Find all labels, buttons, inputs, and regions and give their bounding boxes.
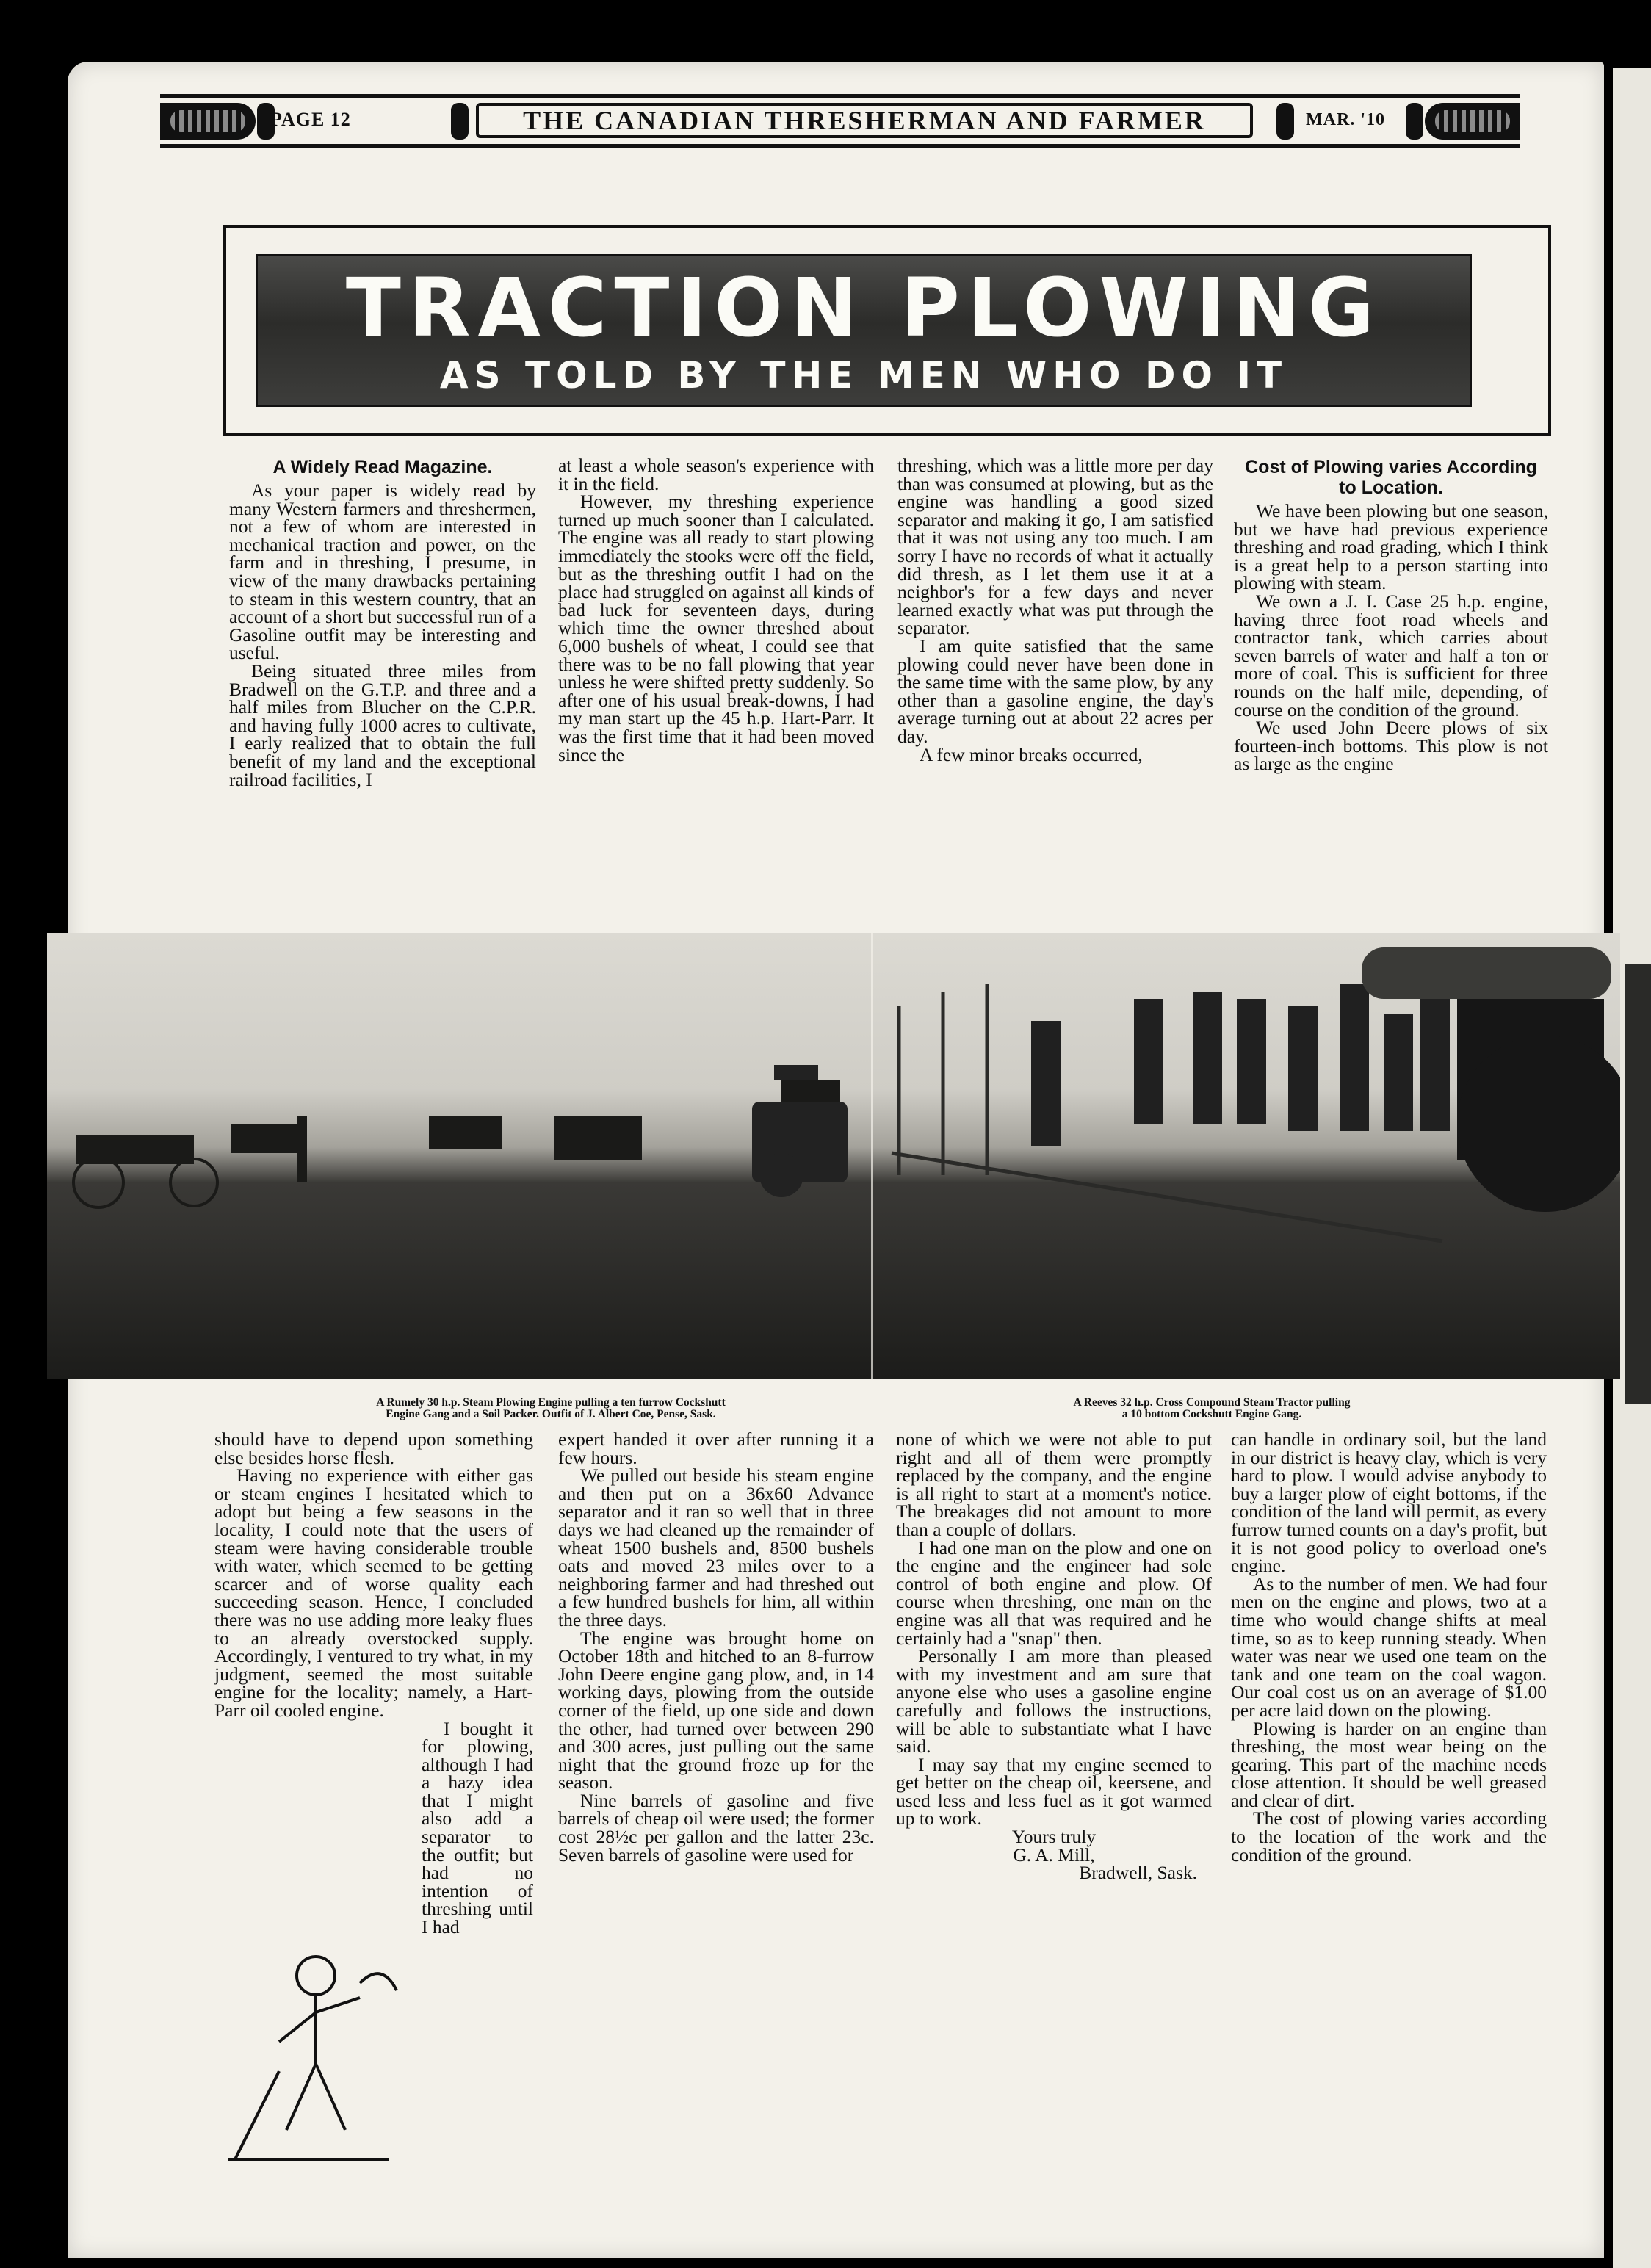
paragraph: I had one man on the plow and one on the engine and the engineer had sole control of both engine and plow. Of course when threshing, one man on the engine was all that was required and he certainly had a "snap" then.	[896, 1536, 1212, 1649]
paragraph: A few minor breaks occurred,	[920, 743, 1143, 765]
paragraph: threshing, which was a little more per day than was consumed at plowing, but as the engine was handling a good sized separator and making it go, I am satisfied that it was not using any too much. I am sorry I have no records of what it actually did thresh, as I let them use it at a neighbor's for a few days and never learned exactly what was put through the separator.	[897, 455, 1213, 639]
running-head	[160, 94, 1520, 148]
paragraph: The cost of plowing varies according to the location of the work and the condition of the ground.	[1231, 1807, 1547, 1866]
paragraph: As to the number of men. We had four men on the engine and plows, two at a time who would change shifts at meal time, so as to keep running steady. When water was near we used one team on the tank and one team on the coal wagon. Our coal cost us on an average of $1.00 per acre laid down on the plowing.	[1231, 1572, 1547, 1721]
paragraph: at least a whole season's experience with it in the field.	[558, 455, 874, 494]
paragraph: I may say that my engine seemed to get better on the cheap oil, keersene, and used less and less fuel as it got warmed up to work.	[896, 1753, 1212, 1830]
letter-author: G. A. Mill,	[1013, 1843, 1095, 1866]
paragraph: Having no experience with either gas or steam engines I hesitated which to adopt but being a few seasons in the locality, I could note that the users of steam were having considerable trouble with water, which seemed to be getting scarcer and of worse quality each succeeding season. Hence, I concluded there was no use adding more leaky flues to an already overstocked supply. Accordingly, I ventured to try what, in my judgment, seemed the most suitable engine for the locality; namely, a Hart-Parr oil cooled engine.	[214, 1465, 533, 1721]
lower-column-2	[558, 1431, 874, 1864]
caption-line: A Reeves 32 h.p. Cross Compound Steam Tractor pulling	[1073, 1396, 1351, 1409]
upper-column-1	[229, 457, 536, 789]
photo-divider	[871, 933, 873, 1379]
paragraph: none of which we were not able to put right and all of them were promptly replaced by the company, and the engine is all right to start at a moment's notice. The breakages did not amount to more than a couple of dollars.	[896, 1429, 1212, 1540]
paragraph: Nine barrels of gasoline and five barrels of cheap oil were used; the former cost 28½c per gallon and the latter 23c. Seven barrels of gasoline were used for	[558, 1789, 874, 1866]
paragraph: The engine was brought home on October 18th and hitched to an 8-furrow John Deere engine gang plow, and, in 14 working days, plowing from the outside corner of the field, up one side and down the other, had turned over between 290 and 300 acres, just pulling out the same night that the ground froze up for the season.	[558, 1627, 874, 1794]
scroll-ornament-icon	[1406, 103, 1423, 140]
paragraph: should have to depend upon something else besides horse flesh.	[214, 1429, 533, 1468]
paragraph: I am quite satisfied that the same plowing could never have been done in the same time with the same plow, by any other than a gasoline engine, the day's average turning out at about 22 acres per day.	[897, 635, 1213, 747]
photo-scene	[47, 933, 1620, 1379]
paragraph: I bought it for plowing, although I had a hazy idea that I might also add a separator to the outfit; but had no intention of threshing until I had	[422, 1717, 533, 1938]
paragraph: However, my threshing experience turned up much sooner than I calculated. The engine was all ready to start plowing immediately the stooks were off the field, but as the threshing outfit I had on the place had struggled on against all kinds of bad luck for seventeen days, during which time the owner threshed about 6,000 bushels of wheat, I could see that there was to be no fall plowing that year unless he were shifted pretty suddenly. So after one of his usual break-downs, I had my man start up the 45 h.p. Hart-Parr. It was the first time that it had been moved since the	[558, 491, 874, 765]
article-title: TRACTION PLOWING	[345, 261, 1382, 355]
crowd-of-men-image	[1031, 984, 1450, 1146]
lower-column-4	[1231, 1431, 1547, 1864]
caption-line: Engine Gang and a Soil Packer. Outfit of J. Albert Coe, Pense, Sask.	[386, 1408, 716, 1420]
lower-column-1	[214, 1431, 533, 1937]
paragraph: can handle in ordinary soil, but the land in our district is heavy clay, which is very hard to plow. I would advise anybody to buy a larger plow of eight bottoms, if the condition of the land will permit, as every furrow turned counts on a day's profit, but it is not good policy to overload one's engine.	[1231, 1429, 1547, 1577]
right-photo-caption	[955, 1397, 1469, 1420]
paragraph: Plowing is harder on an engine than threshing, the most wear being on the gearing. This part of the machine needs close attention. It should be well greased and clear of dirt.	[1231, 1717, 1547, 1811]
section-heading: Cost of Plowing varies According to Location.	[1245, 457, 1537, 498]
horse-teams-image	[73, 1080, 840, 1207]
paragraph: We have been plowing but one season, but we have had previous experience threshing and road grading, which I think is a great help to a person starting into plowing with steam.	[1234, 500, 1548, 594]
paragraph: We used John Deere plows of six fourteen-inch bottoms. This plow is not as large as the engine	[1234, 717, 1548, 775]
paragraph: Being situated three miles from Bradwell on the G.T.P. and three and a half miles from Blucher on the C.P.R. and having fully 1000 acres to cultivate, I early realized that to obtain the full benefit of my land and the exceptional railroad facilities, I	[229, 660, 536, 790]
paragraph: We own a J. I. Case 25 h.p. engine, having three foot road wheels and contractor tank, which carries about seven barrels of water and half a ton or more of coal. This is sufficient for three rounds on the half mile, depending, of course on the condition of the ground.	[1234, 590, 1548, 721]
letter-location: Bradwell, Sask.	[1079, 1862, 1197, 1884]
plowing-photograph	[47, 933, 1620, 1379]
caption-line: A Rumely 30 h.p. Steam Plowing Engine pulling a ten furrow Cockshutt	[376, 1396, 726, 1409]
scroll-ornament-icon	[451, 103, 469, 140]
adjacent-page-photo	[1625, 964, 1651, 1404]
scroll-ornament-icon	[1276, 103, 1294, 140]
publication-title: THE CANADIAN THRESHERMAN AND FARMER	[476, 103, 1253, 138]
article-subtitle: AS TOLD BY THE MEN WHO DO IT	[439, 354, 1288, 397]
paragraph: We pulled out beside his steam engine and then put on a 36x60 Advance separator and it ran so well that in three days we had cleaned up the remainder of wheat 1500 bushels and, 8500 bushels oats and moved 23 miles over to a neighboring farmer and had threshed out a few hundred bushels for him, all within the three days.	[558, 1465, 874, 1630]
paragraph: Personally I am more than pleased with my investment and am sure that anyone else who uses a gasoline engine carefully and follows the instructions, will be able to substantiate what I have said.	[896, 1645, 1212, 1758]
upper-column-3	[897, 457, 1213, 764]
caption-line: a 10 bottom Cockshutt Engine Gang.	[1121, 1408, 1302, 1420]
upper-column-4	[1234, 457, 1548, 773]
paragraph: expert handed it over after running it a few hours.	[558, 1429, 874, 1468]
section-heading: A Widely Read Magazine.	[272, 457, 493, 477]
issue-date: MAR. '10	[1306, 110, 1385, 129]
left-ornament-icon	[160, 103, 256, 140]
article-banner	[256, 254, 1472, 407]
left-photo-caption	[220, 1397, 881, 1420]
right-ornament-icon	[1425, 103, 1520, 140]
upper-column-2	[558, 457, 874, 764]
paragraph: As your paper is widely read by many Western farmers and threshermen, not a few of whom are interested in mechanical traction and power, on the farm and in threshing, I presume, in view of the many drawbacks pertaining to steam in this western country, that an account of a short but successful run of a Gasoline outfit may be interesting and useful.	[229, 480, 536, 664]
plowman-cartoon-image	[213, 1939, 411, 2167]
lower-column-3	[896, 1431, 1212, 1882]
page-number: PAGE 12	[270, 109, 351, 130]
letter-signoff: Yours truly	[1011, 1826, 1097, 1848]
cartoon-spacer	[214, 1725, 413, 1937]
